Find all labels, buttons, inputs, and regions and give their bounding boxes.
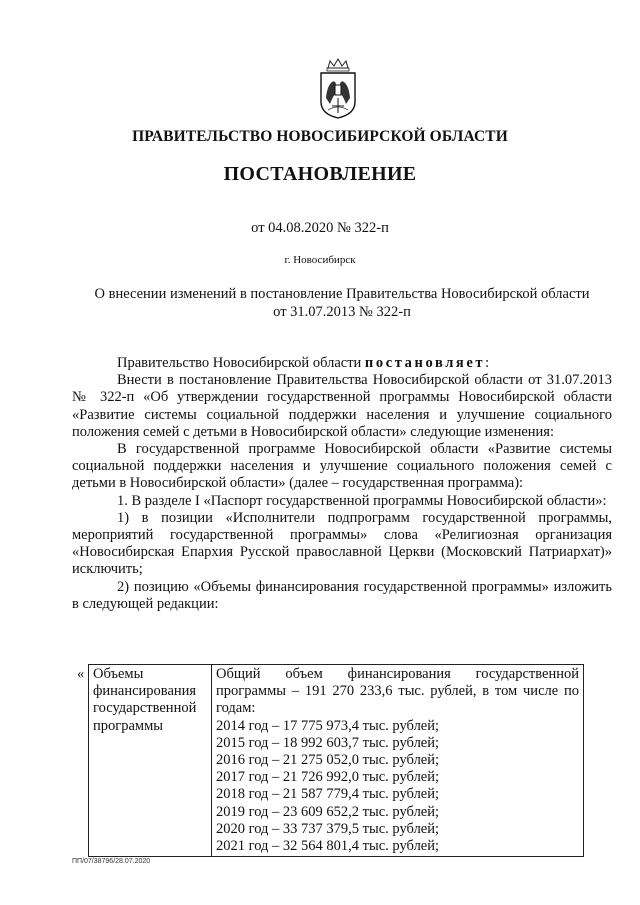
year-amount: 2014 год – 17 775 973,4 тыс. рублей; — [216, 717, 440, 734]
resolution-intro-text: Правительство Новосибирской области — [117, 355, 365, 371]
resolution-colon: : — [485, 355, 490, 371]
paragraph-program: В государственной программе Новосибирской области «Развитие системы социальной поддержки населения и улучшение социального положения семей с детьми в Новосибирской области» (далее – государственная программа): — [72, 441, 612, 492]
financing-values-cell — [212, 665, 584, 857]
paragraph-item-2: 2) позицию «Объемы финансирования государственной программы» изложить в следующей редакции: — [72, 578, 612, 612]
subject-line-2: от 31.07.2013 № 322-п — [273, 304, 411, 320]
document-subject — [72, 285, 612, 321]
resolution-intro — [72, 355, 612, 372]
year-amount: 2017 год – 21 726 992,0 тыс. рублей; — [216, 769, 440, 786]
document-type-title: ПОСТАНОВЛЕНИЕ — [223, 163, 417, 185]
paragraph-amend: Внести в постановление Правительства Новосибирской области от 31.07.2013 № 322-п «Об утверждении государственной программы Новосибирской области «Развитие системы социальной поддержки населения и улучшение социального положения семей с детьми в Новосибирской области» следующие изменения: — [72, 372, 612, 440]
paragraph-section-1: 1. В разделе I «Паспорт государственной программы Новосибирской области»: — [117, 492, 607, 509]
year-amount: 2020 год – 33 737 379,5 тыс. рублей; — [216, 820, 440, 837]
paragraph-item-1: 1) в позиции «Исполнители подпрограмм государственной программы, мероприятий государственной программы» слова «Религиозная организация «Новосибирская Епархия Русской православной Церкви (Московский Патриархат)» исключить; — [72, 509, 612, 578]
document-date-number: от 04.08.2020 № 322-п — [251, 220, 389, 236]
government-title: ПРАВИТЕЛЬСТВО НОВОСИБИРСКОЙ ОБЛАСТИ — [132, 128, 508, 145]
document-city: г. Новосибирск — [284, 254, 356, 266]
year-amount: 2019 год – 23 609 652,2 тыс. рублей; — [216, 803, 440, 820]
year-amount: 2016 год – 21 275 052,0 тыс. рублей; — [216, 752, 440, 769]
novosibirsk-region-coat-of-arms-icon — [318, 58, 358, 120]
financing-label-cell: Объемы финансирования государственной программы — [89, 665, 212, 857]
document-body — [72, 355, 612, 613]
year-amount: 2015 год – 18 992 603,7 тыс. рублей; — [216, 734, 440, 751]
year-amount: 2018 год – 21 587 779,4 тыс. рублей; — [216, 786, 440, 803]
table-open-quote: « — [77, 666, 85, 682]
financing-total: Общий объем финансирования государственной программы – 191 270 233,6 тыс. рублей, в том числе по годам: — [216, 666, 579, 717]
financing-table — [88, 664, 584, 857]
resolution-verb: постановляет — [364, 355, 486, 371]
year-amount: 2021 год – 32 564 801,4 тыс. рублей; — [216, 838, 440, 855]
document-reference: ПП/07/38796/28.07.2020 — [72, 858, 151, 865]
subject-line-1: О внесении изменений в постановление Правительства Новосибирской области — [94, 286, 590, 302]
table-row — [89, 665, 584, 857]
